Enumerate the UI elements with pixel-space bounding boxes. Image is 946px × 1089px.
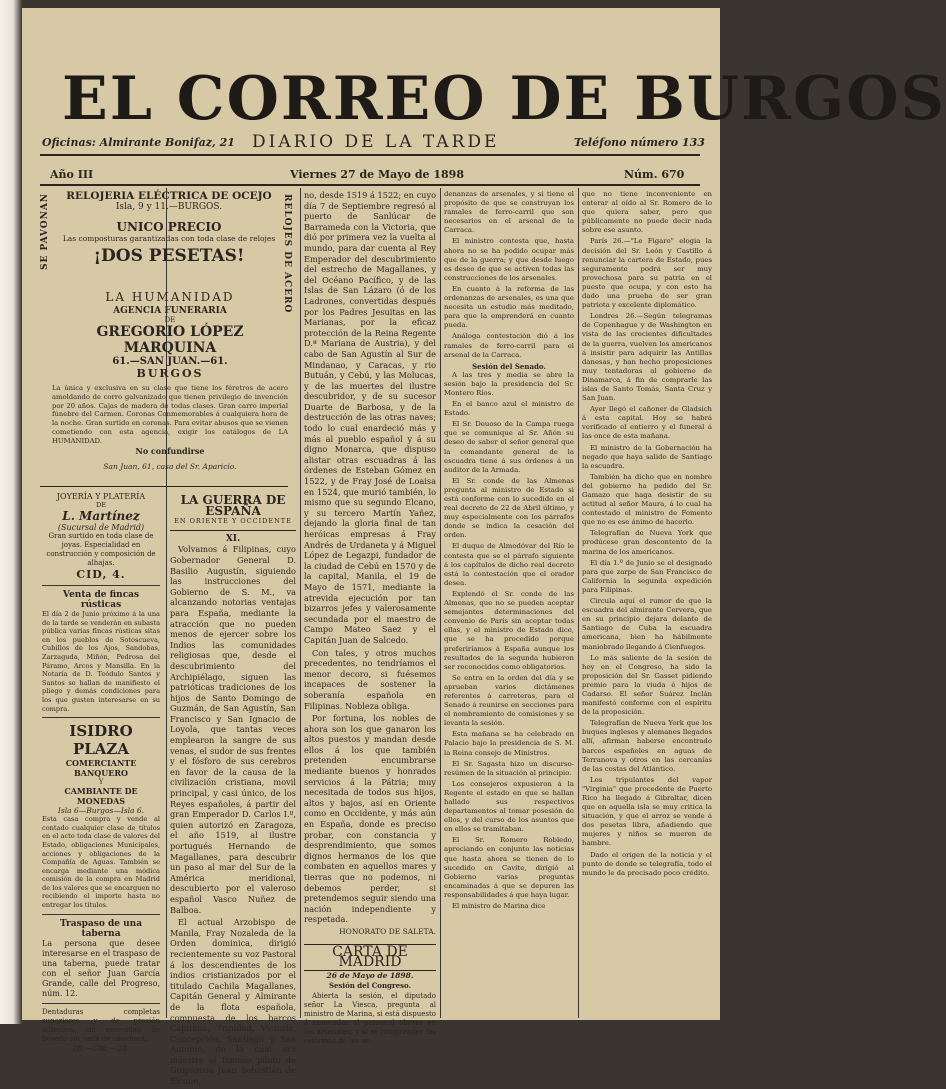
war-article-paragraph: no, desde 1519 á 1522; en cuyo día 7 de Septiembre regresó al puerto de Sanlúcar de Barrameda con la Victoria, que dió por primera vez la vuelta al mundo, para dar cuenta al Rey Emperador del descubrimiento del estrecho de Magallanes, y del Océano Pacífico, y de las Islas de San Lázaro (ó de los Ladrones, convertidas después por los Padres Jesuitas en las Marianas, por la eficaz protección de la Reina Regente D.ª Mariana de Austria), y del cabo de San Agustín al Sur de Mindanao, y Caracas, y rio Butuán, y Cebú, y las Molucas, y de las muertes del ilustre descubridor, y de su sucesor Duarte de Barbosa, y de la destrucción de las otras naves; todo lo cual enardeció más y más al pueblo español y á su digno Monarca, que dispuso alistar otras escuadras á las órdenes de Esteban Gómez en 1522, y de Fray José de Loaisa en 1524, que murió también, lo mismo que su segundo Elcano, y su tercero Martín Yañez, dejando la gloria final de tan heróicas empresas á Fray Andrés de Urdaneta y á Miguel López de Legazpi, fundador de la ciudad de Cebú en 1570 y de la capital, Manila, el 19 de Mayo de 1571, mediante la atrevida ejecución por tan bizarros jefes y valerosamente secundada por el maestro de Campo Mateo Saez y el Capitán Juan de Salcedo. <box>304 190 436 645</box>
sale-text: El día 2 de Junio próximo á la una de la tarde se venderán en subasta pública varias fincas rústicas sitas en los pueblos de Sotoscueva, Cubillos de los Ajos, Sandobas, Zarzaguda, Miñón, Pedrosa del Páramo, Arcos y Mansilla. En la Notaría de D. Teódulo Santos y Santos se hallan de manifiesto el pliego y demás condiciones para los que gusten interesarse en su compra. <box>42 610 160 713</box>
tavern-title: Traspaso de una taberna <box>59 918 143 939</box>
congress-paragraph: Análoga contestación dió á los ramales de ferro-carril para el arsenal de la Carraca. <box>444 332 574 359</box>
bank-y: Y <box>98 778 104 787</box>
funeral-text: La única y exclusiva en su clase que tiene los féretros de acero amoldando de corro galvanizado que tienen privilegio de invención por 20 años. Cajas de madera de todas clases. Gran carro imperial fúnebre del Carmen. Coronas Conmemorables á cualquiera hora de la noche. Gran surtido en coronas. Para evitar abusos que se vienen cometiendo con esta agencia, exigir los catálogos de LA HUMANIDAD. <box>52 384 288 445</box>
telegram-paragraph: También ha dicho que en nombre del gobierno ha pedido del Sr. Gamazo que haga desistir de su actitud al señor Maura, á lo cual ha contestado el ministro de Fomento que no es ese ánimo de hacerlo. <box>582 472 712 527</box>
funeral-city: BURGOS <box>136 367 204 380</box>
jewelry-de: DE <box>96 501 106 509</box>
column-rule <box>300 188 301 1018</box>
jewelry-title: JOYERÍA Y PLATERÍA <box>56 492 146 501</box>
congress-column <box>444 190 574 913</box>
newspaper-page <box>22 8 946 1087</box>
madrid-article-section: Sesión del Congreso. <box>328 981 412 991</box>
ad-divider <box>42 1003 160 1004</box>
funeral-de: DE <box>164 316 176 324</box>
madrid-article-text: Abierta la sesión, el diputado señor La Viesca, pregunta al ministro de Marina, si está dispuesto á enmendar el personal obrero en los arsenales, y si se remprender las reformas de los or- <box>304 991 436 1045</box>
sale-title: Venta de fincas rústicas <box>62 590 140 610</box>
telegrams-column <box>582 190 712 880</box>
war-article-title: LA GUERRA DE ESPAÑA <box>180 493 286 518</box>
column-rule <box>440 188 441 1018</box>
madrid-article-title: CARTA DE MADRID <box>332 943 408 971</box>
telegram-paragraph: Los tripulantes del vapor "Virginia" que procedente de Puerto Rico ha llegado á Gibraltar, dicen que en aquella isla se muy critica la situación, y que el arroz se vende á dos pesetas libra, añadiendo que mujeres y niños se mueren de hambre. <box>582 775 712 848</box>
telegram-paragraph: Dado el origen de la noticia y el punto de donde se telegrafía, todo el mundo le da precisado poco crédito. <box>582 850 712 877</box>
senate-paragraph: Se entra en la orden del día y se aprueban varios dictámenes referentes á carreteras, para el Senado á reunirse en secciones para el nombramiento de comisiones y se levanta la sesión. <box>444 673 574 728</box>
bank-exchange: CAMBIANTE DE MONEDAS <box>64 786 138 807</box>
funeral-type: AGENCIA FUNERARIA <box>113 306 227 316</box>
congress-paragraph: denanzas de arsenales, y si tiene el propósito de que se construyan los ramales de ferro-carril que son necesarios en el arsenal de la Carraca. <box>444 190 574 235</box>
jewelry-owner: L. Martínez <box>62 509 140 523</box>
price-text: ¡DOS PESETAS! <box>93 245 245 266</box>
senate-paragraph: A las tres y media se abre la sesión bajo la presidencia del Sr. Montero Ríos. <box>444 370 574 397</box>
senate-paragraph: El Sr. Deuoso de la Campa ruega que se comunique al Sr. Añón su deseo de saber el señor general que la comandante general de la escuadra tiene á sus órdenes á un auditor de la Armada. <box>444 420 574 474</box>
guarantee-text: Las composturas garantizadas con toda clase de relojes <box>62 234 276 243</box>
telegram-paragraph: Telegrafían de Nueva York que prodúcese gran descontento de la marina de los americanos. <box>582 529 712 556</box>
congress-paragraph: En cuanto á la reforma de las ordenanzas de arsenales, es una que necesita un estudio más meditado, para que la emprenderá en cuanto pueda. <box>444 284 574 330</box>
senate-paragraph: El Sr. conde de las Almenas pregunta al ministro de Estado si está conforme con lo sucedido en el real decreto de 22 de Abril último, y muy especialmente con los párrafos donde se indica la cesación del orden. <box>444 476 574 540</box>
masthead-rule <box>40 154 700 156</box>
madrid-article-date: 26 de Mayo de 1898. <box>326 970 414 980</box>
war-article-paragraph: El actual Arzobispo de Manila, Fray Nozaleda de la Orden dominica, dirigió recientemente su voz Pastoral á los descendientes de los indios cristianizados por el titulado Cachila Magallanes, Capitán General y Almirante de la flota española, compuesta de los barcos Capitana, Trinidad, Victoria, Concepción, Santiago y San Antonio, de la cual era maestre el famoso piloto de Guipúzcoa Juan Sebastián de Elcano, <box>170 917 296 1087</box>
war-article-paragraph: Con tales, y otros muchos precedentes, no tendríamos el menor decoro, si fuésemos incapaces de sostener la soberanía española en Filipinas. Nobleza obliga. <box>304 647 436 711</box>
bank-name: ISIDRO PLAZA <box>69 722 133 759</box>
senate-paragraph: Los consejeros expusieron á la Regente el estado en que se hallan hallado sus respectivos departamentos al tomar posesión de ellos, y del curso de los asuntos que en ellos se tramitaban. <box>444 779 574 834</box>
bank-text: Esta casa compra y vende al contado cualquier clase de títulos en el acto toda clase de valores del Estado, obligaciones Municipales, acciones y obligaciones de la Compañía de Aguas. También se encarga mediante una módica comisión de la compra en Madrid de los valores que se encarguen no recibiendo el importe hasta no entregar los títulos. <box>42 815 160 910</box>
telegram-paragraph: Telegrafían de Nueva York que los buques ingleses y alemanes llegados allí, afirman haberse encontrado barcos españoles en aguas de Terranova y otros en las cercanías de las costas del Atlántico. <box>582 719 712 773</box>
watch-shop-ad <box>56 190 282 266</box>
telegram-paragraph: Ayer llegó el cañoner de Gladsich á esta capital. Hoy se habrá verificado el entierro y el funeral á las once de esta mañana. <box>582 405 712 441</box>
offices-line: Oficinas: Almirante Bonifaz, 21 <box>42 136 235 149</box>
tavern-text: La persona que desee interesarse en el traspaso de una taberna, puede tratar con el señor Juan García Grande, calle del Progreso, núm. 12. <box>42 938 160 998</box>
war-article <box>170 492 296 1089</box>
ad-divider <box>40 486 288 487</box>
telegram-paragraph: El día 1.º de Junio se el designado para que zarpe de San Francisco de California la segunda expedición para Filipinas. <box>582 558 712 594</box>
war-article-paragraph: Volvamos á Filipinas, cuyo Gobernador General D. Basilio Augustín, siguiendo las instrucciones del Gobierno de S. M., va alcanzando notorias ventajas para España, mediante la atracción que no pueden menos de ejercer sobre los Indios las comunidades religiosas que, desde el descubrimiento del Archipiélago, siguen las patrióticas tradiciones de los hijos de Santo Domingo de Guzmán, de San Agustín, San Francisco y San Ignacio de Loyola, que tantas veces emplearon la sangre de sus venas, el sudor de sus frentes y el fósforo de sus cerebros en favor de la causa de la civilización cristiana, movil principal, y casi único, de los Reyes españoles, á partir del gran Emperador D. Carlos I.º, quien autorizó en Zaragoza, el año 1519, al ilustre portugués Hernando de Magallanes, para descubrir un paso al mar del Sur de la América meridional, descubierto por el valeroso español Vasco Nuñez de Balboa. <box>170 544 296 915</box>
watch-shop-name: RELOJERIA ELÉCTRICA DE OCEJO <box>66 190 272 202</box>
senate-paragraph: El ministro de Marina dice <box>452 902 546 911</box>
war-article-section: XI. <box>225 533 241 544</box>
telegram-paragraph: París 26.—"Le Figaro" elogia la decisión del Sr. León y Castillo á renunciar la cartera de Estado, pues seguramente podrá ser muy provechosa para su patria en el puesto que ocupa, y con esto ha dado una prueba de ser gran patriota y excelente diplomático. <box>582 237 712 310</box>
issue-number: Núm. 670 <box>624 168 685 181</box>
war-article-paragraph: Por fortuna, los nobles de ahora son los que ganaron los altos puestos y mandan desde ellos á los que también pretenden encumbrarse mediante buenos y honrados servicios á la Pátria; muy necesitada de todos sus hijos, altos y bajos, así en Oriente como en Occidente, y más aún en España, donde es preciso probar, con constancia y desprendimiento, que somos dignos hermanos de los que combaten en aquellos mares y tierras que no podemos, ni debemos perder, si pretendemos seguir siendo una nación independiente y respetada. <box>304 713 436 925</box>
senate-paragraph: Esta mañana se ha celebrado en Palacio bajo la presidencia de S. M. la Reina consejo de Ministros. <box>444 730 574 757</box>
vertical-ad-right: RELOJES DE ACERO <box>282 194 292 314</box>
senate-paragraph: El Sr. Romero Robledo, apreciando en conjunto las noticias que hasta ahora se tienen de lo sucedido en Cavite, dirigió al Gobierno varias preguntas encaminadas á que se depuren las responsabilidades á que haya lugar. <box>444 836 574 899</box>
senate-paragraph: En el banco azul el ministro de Estado. <box>444 400 574 418</box>
vertical-ad-left: SE PAVONAN <box>40 192 50 270</box>
bank-type: COMERCIANTE BANQUERO <box>65 758 137 779</box>
year-label: Año III <box>50 168 94 181</box>
telegram-paragraph: Circula aquí el rumor de que la escuadra del almirante Cervera, que en su principio dejara delante de Santiago de Cuba la escuadra americana, bien ha hábilmente maniobrado llegando á Cienfuegos. <box>582 597 712 651</box>
telegram-paragraph: Lo más saliente de la sesión de hoy en el Congreso, ha sido la proposición del Sr. Gasset pidiendo premio para la viuda é hijos de Cadarso. El señor Suárez Inclán manifestó conforme con el espíritu de la proposición. <box>582 653 712 717</box>
senate-paragraph: Explendó el Sr. conde de las Almenas, que no se pueden aceptar semejantes determinaciones del convenio de París sin aceptar todas ellas, y el ministro de Estado dice, que se ha procedido porque preferiríamos á España aunque los resultados de la segunda hubieron ser reconocidos como obligatorios. <box>444 589 574 671</box>
congress-paragraph: El ministro contesta que, hasta ahora no se ha podido ocupar más que de la guerra; y que desde luego es deseo de que se activen todas las construcciones de los arsenales. <box>444 237 574 282</box>
funeral-owner: GREGORIO LÓPEZ MARQUINA <box>96 324 244 356</box>
funeral-name: LA HUMANIDAD <box>105 290 235 304</box>
book-binding <box>0 0 22 1024</box>
teeth-text: Dentaduras completas superiores y de presión adhesiva, sin necesidad de bóveda sin nada de cauchout. <box>42 1007 160 1043</box>
jewelry-branch: (Sucursal de Madrid) <box>57 523 145 532</box>
ad-divider <box>42 914 160 915</box>
war-article-subtitle: EN ORIENTE Y OCCIDENTE <box>174 517 292 526</box>
funeral-footer: San Juan, 61, casa del Sr. Aparicio. <box>103 461 237 471</box>
senate-title: Sesión del Senado. <box>472 361 546 371</box>
bank-address: Isla 6—Burgos—Isla 6. <box>57 806 145 816</box>
telegram-paragraph: El ministro de la Gobernación ha negado que haya salido de Santiago la escuadra. <box>582 443 712 470</box>
funeral-street: 61.—SAN JUAN.—61. <box>112 356 228 367</box>
phone-line: Teléfono número 133 <box>574 136 705 149</box>
funeral-agency-ad <box>52 290 288 471</box>
ad-divider <box>42 717 160 718</box>
telegram-paragraph: Londres 26.—Según telegramas de Copenhague y de Washington en vista de las crecientes dificultades de la guerra, vuelven los americanos á insistir para adquirir las Antillas danesas, y han hecho proposiciones muy tentadoras al gobierno de Dinamarca, á fin de comprarle las islas de Santo Tomás, Santa Cruz y San Juan. <box>582 312 712 403</box>
teeth-address: 28.—Cid.—28. <box>72 1043 130 1053</box>
war-article-author: HONORATO DE SALETA. <box>339 926 436 936</box>
senate-paragraph: El duque de Almodóvar del Río le contesta que se el párrafo siguiente á los capítulos de dicho real decreto está la contestación que el orador desea. <box>444 542 574 587</box>
masthead-title: EL CORREO DE BURGOS <box>62 64 946 134</box>
senate-paragraph: El Sr. Sagasta hizo un discurso-resúmen de la situación al principio. <box>444 759 574 777</box>
issue-date: Viernes 27 de Mayo de 1898 <box>290 168 464 181</box>
jewelry-text: Gran surtido en toda clase de joyas. Especialidad en construcción y composición de alhajas. <box>46 532 156 567</box>
column-rule <box>578 188 579 1018</box>
watch-shop-address: Isla, 9 y 11.—BURGOS. <box>115 202 223 212</box>
funeral-confuse: No confundirse <box>135 445 205 456</box>
war-article-continued <box>304 190 436 1048</box>
dateline-rule <box>40 184 700 186</box>
masthead-subtitle: DIARIO DE LA TARDE <box>252 132 500 152</box>
jewelry-ad <box>42 492 160 1053</box>
jewelry-address: CID, 4. <box>76 568 126 581</box>
ad-divider <box>42 585 160 586</box>
unique-price: UNICO PRECIO <box>116 220 222 234</box>
telegram-paragraph: que no tiene inconveniente en enterar al oído al Sr. Romero de lo que quiera saber, pero que públicamente no puede decir nada sobre ese asunto. <box>582 190 712 235</box>
